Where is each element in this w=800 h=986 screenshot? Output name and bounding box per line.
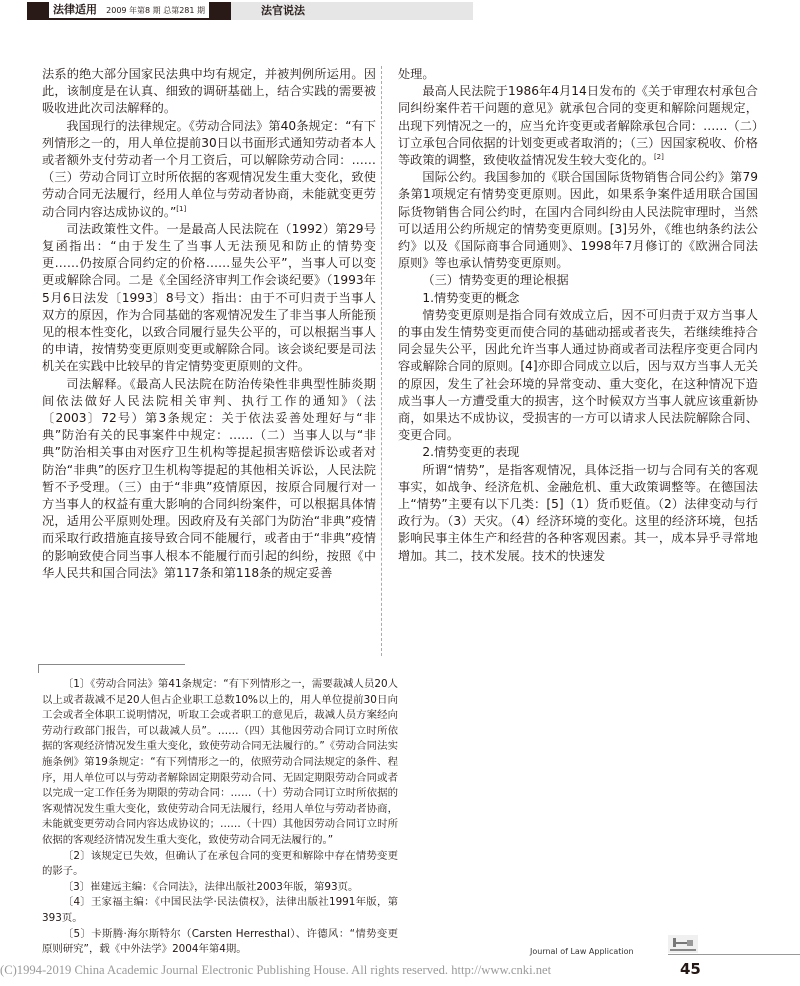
footnote-ref[interactable]: [1] [176, 204, 187, 213]
footnote-5: 〔5〕卡斯腾·海尔斯特尔（Carsten Herresthal）、许德风：“情势变更原则研究”，载《中外法学》2004年第4期。 [42, 927, 398, 956]
subsection-heading: 2.情势变更的表现 [422, 445, 520, 460]
paragraph: 国际公约。我国参加的《联合国国际货物销售合同公约》第79条第1项规定有情势变更原则。因此，如果系争案件适用联合国国际货物销售合同公约时，在国内合同纠纷由人民法院审理时，当然可以适用公约所规定的情势变更原则。[3]另外，《维也纳条约法公约》以及《国际商事合同通则》、1998年7月修订的《欧洲合同法原则》等也承认情势变更原则。 [398, 170, 758, 271]
footnote-ref[interactable]: [2] [653, 152, 664, 161]
paragraph: 司法解释。《最高人民法院在防治传染性非典型性肺炎期间依法做好人民法院相关审判、执行工作的通知》（法〔2003〕72号）第3条规定：关于依法妥善处理好与“非典”防治有关的民事案件中规定：……（二）当事人以与“非典”防治相关事由对医疗卫生机构等提起损害赔偿诉讼或者对防治“非典”的医疗卫生机构等提起的其他相关诉讼，人民法院暂不予受理。（三）由于“非典”疫情原因，按原合同履行对一方当事人的权益有重大影响的合同纠纷案件，可以根据具体情况，适用公平原则处理。因政府及有关部门为防治“非典”疫情而采取行政措施直接导致合同不能履行，或者由于“非典”疫情的影响致使合同当事人根本不能履行而引起的纠纷，按照《中华人民共和国合同法》第117条和第118条的规定妥善 [42, 376, 376, 580]
left-column [42, 66, 376, 582]
journal-name: 法律适用 [52, 3, 97, 16]
copyright-notice: (C)1994-2019 China Academic Journal Electronic Publishing House. All rights reserved. http://www.cnki.net [0, 963, 552, 977]
footnote-1: 〔1〕《劳动合同法》第41条规定：“有下列情形之一，需要裁减人员20人以上或者裁减不足20人但占企业职工总数10%以上的，用人单位提前30日向工会或者全体职工说明情况，听取工会或者职工的意见后，裁减人员方案经向劳动行政部门报告，可以裁减人员”。……（四）其他因劳动合同订立时所依据的客观经济情况发生重大变化，致使劳动合同无法履行的。”《劳动合同法实施条例》第19条规定：“有下列情形之一的，依照劳动合同法规定的条件、程序，用人单位可以与劳动者解除固定期限劳动合同、无固定期限劳动合同或者以完成一定工作任务为期限的劳动合同：……（十）劳动合同订立时所依据的客观情况发生重大变化，致使劳动合同无法履行，经用人单位与劳动者协商，未能就变更劳动合同内容达成协议的；……（十四）其他因劳动合同订立时所依据的客观经济情况发生重大变化，致使劳动合同无法履行的。” [42, 678, 398, 846]
page-number: 45 [680, 960, 701, 978]
header-decor-block [209, 2, 231, 20]
footer-journal-name: Journal of Law Application [530, 947, 634, 956]
header-journal-box [49, 2, 209, 20]
paragraph: 我国现行的法律规定。《劳动合同法》第40条规定：“有下列情形之一的，用人单位提前30日以书面形式通知劳动者本人或者额外支付劳动者一个月工资后，可以解除劳动合同：……（三）劳动合同订立时所依据的客观情况发生重大变化，致使劳动合同无法履行，经用人单位与劳动者协商，未能就变更劳动合同内容达成协议的。”[1] [42, 118, 376, 219]
paragraph: 司法政策性文件。一是最高人民法院在（1992）第29号复函指出：“由于发生了当事人无法预见和防止的情势变更……仍按原合同约定的价格……显失公平”，当事人可以变更或解除合同。二是《全国经济审判工作会谈纪要》（1993年5月6日法发〔1993〕8号文）指出：由于不可归责于当事人双方的原因，作为合同基础的客观情况发生了非当事人所能预见的根本性变化，以致合同履行显失公平的，可以根据当事人的申请，按情势变更原则变更或解除合同。该会谈纪要是司法机关在实践中比较早的肯定情势变更原则的文件。 [42, 221, 376, 374]
running-header [27, 2, 473, 20]
issue-info: 2009 年第8 期 总第281 期 [106, 6, 206, 15]
header-decor-block [27, 2, 49, 20]
footer-rule [668, 954, 800, 955]
column-divider [381, 66, 382, 656]
gavel-logo-icon [668, 935, 698, 953]
footnote-2: 〔2〕该规定已失效，但确认了在承包合同的变更和解除中存在情势变更的影子。 [42, 849, 398, 878]
paragraph-continuation: 处理。 [398, 67, 435, 81]
section-title: 法官说法 [231, 2, 473, 20]
footnotes [42, 677, 398, 958]
subsection-heading: 1.情势变更的概念 [422, 290, 520, 305]
paragraph: 最高人民法院于1986年4月14日发布的《关于审理农村承包合同纠纷案件若干问题的意见》就承包合同的变更和解除问题规定，出现下列情况之一的，应当允许变更或者解除承包合同：……（二）订立承包合同依据的计划变更或者取消的；（三）因国家税收、价格等政策的调整，致使收益情况发生较大变化的。[2] [398, 84, 758, 168]
section-heading: （三）情势变更的理论根据 [422, 273, 569, 288]
footnote-rule [38, 664, 185, 673]
paragraph: 情势变更原则是指合同有效成立后，因不可归责于双方当事人的事由发生情势变更而使合同的基础动摇或者丧失，若继续维持合同会显失公平，因此允许当事人通过协商或者司法程序变更合同内容或解除合同的原则。[4]亦即合同成立以后，因与双方当事人无关的原因，发生了社会环境的异常变动、重大变化，在这种情况下造成当事人一方遭受重大的损害，这个时候双方当事人就应该重新协商，如果达不成协议，受损害的一方可以请求人民法院解除合同、变更合同。 [398, 307, 758, 443]
paragraph: 所谓“情势”，是指客观情况，具体泛指一切与合同有关的客观事实，如战争、经济危机、金融危机、重大政策调整等。在德国法上“情势”主要有以下几类：[5]（1）货币贬值。（2）法律变动与行政行为。（3）天灾。（4）经济环境的变化。这里的经济环境，包括影响民事主体生产和经营的各种客观因素。其一，成本异乎寻常地增加。其二，技术发展。技术的快速发 [398, 462, 758, 563]
footnote-3: 〔3〕崔建远主编：《合同法》，法律出版社2003年版，第93页。 [62, 880, 359, 893]
right-column [398, 66, 758, 565]
paragraph-continuation: 法系的绝大部分国家民法典中均有规定，并被判例所运用。因此，该制度是在认真、细致的调研基础上，结合实践的需要被吸收进此次司法解释的。 [42, 67, 376, 116]
footnote-4: 〔4〕王家福主编：《中国民法学·民法债权》，法律出版社1991年版，第393页。 [42, 896, 398, 924]
